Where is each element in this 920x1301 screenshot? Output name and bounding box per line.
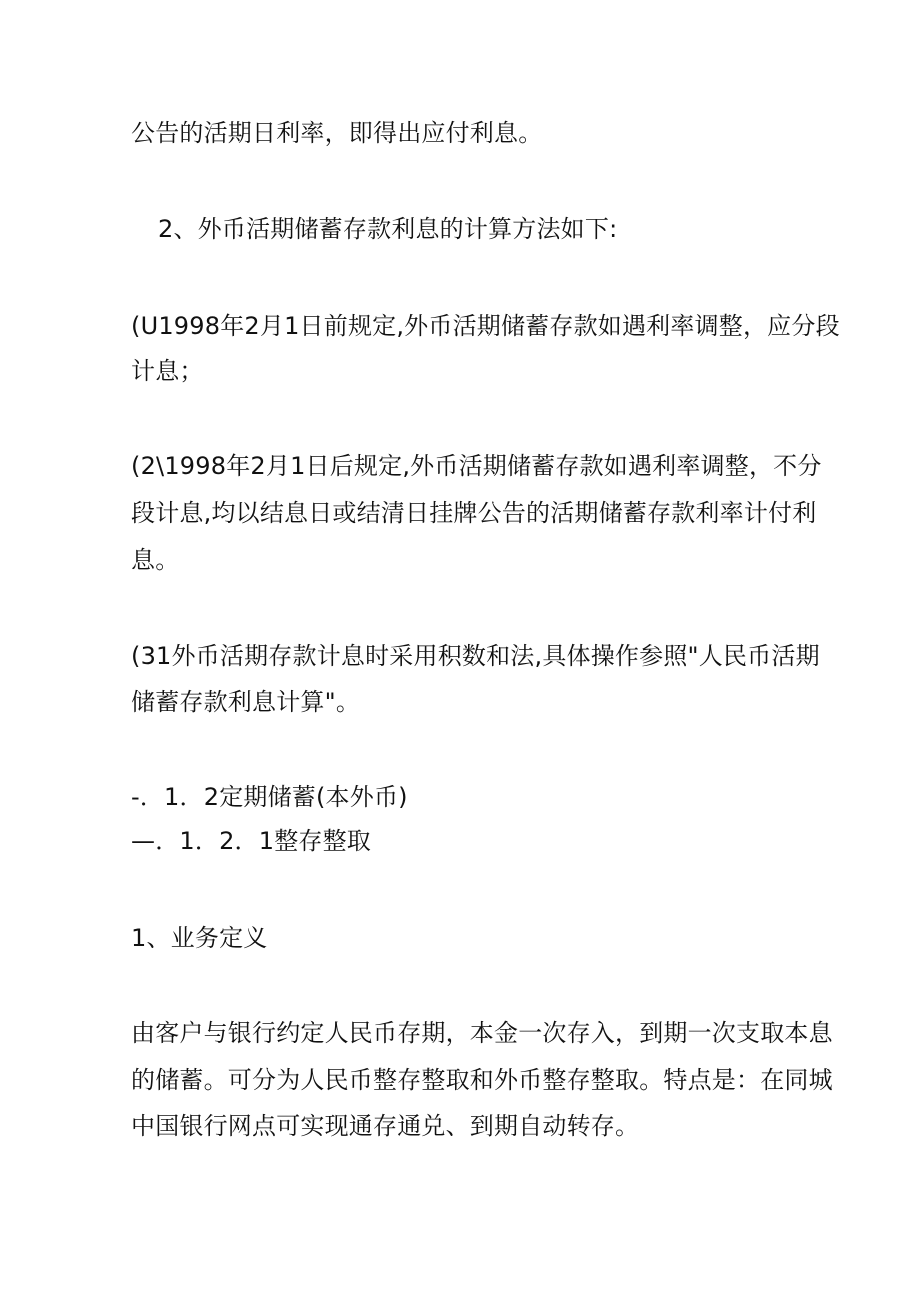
text-line-4: 计息； [131, 357, 204, 385]
text-line-6: 段计息,均以结息日或结清日挂牌公告的活期储蓄存款利率计付利 [131, 499, 817, 527]
text-line-7: 息。 [131, 546, 180, 574]
text-line-10: -．1．2定期储蓄(本外币) [131, 783, 408, 811]
text-line-13: 由客户与银行约定人民币存期，本金一次存入，到期一次支取本息 [131, 1019, 833, 1047]
text-line-15: 中国银行网点可实现通存通兑、到期自动转存。 [131, 1112, 640, 1140]
text-line-2: 2、外币活期储蓄存款利息的计算方法如下: [158, 215, 618, 243]
text-line-3: (U1998年2月1日前规定,外币活期储蓄存款如遇利率调整，应分段 [131, 312, 840, 340]
text-line-11: —．1．2．1整存整取 [131, 827, 372, 855]
text-line-9: 储蓄存款利息计算"。 [131, 688, 361, 716]
text-line-5: (2\1998年2月1日后规定,外币活期储蓄存款如遇利率调整，不分 [131, 452, 822, 480]
text-line-8: (31外币活期存款计息时采用积数和法,具体操作参照"人民币活期 [131, 642, 820, 670]
text-line-12: 1、业务定义 [131, 924, 268, 952]
text-line-1: 公告的活期日利率，即得出应付利息。 [131, 119, 543, 147]
text-line-14: 的储蓄。可分为人民币整存整取和外币整存整取。特点是：在同城 [131, 1066, 833, 1094]
